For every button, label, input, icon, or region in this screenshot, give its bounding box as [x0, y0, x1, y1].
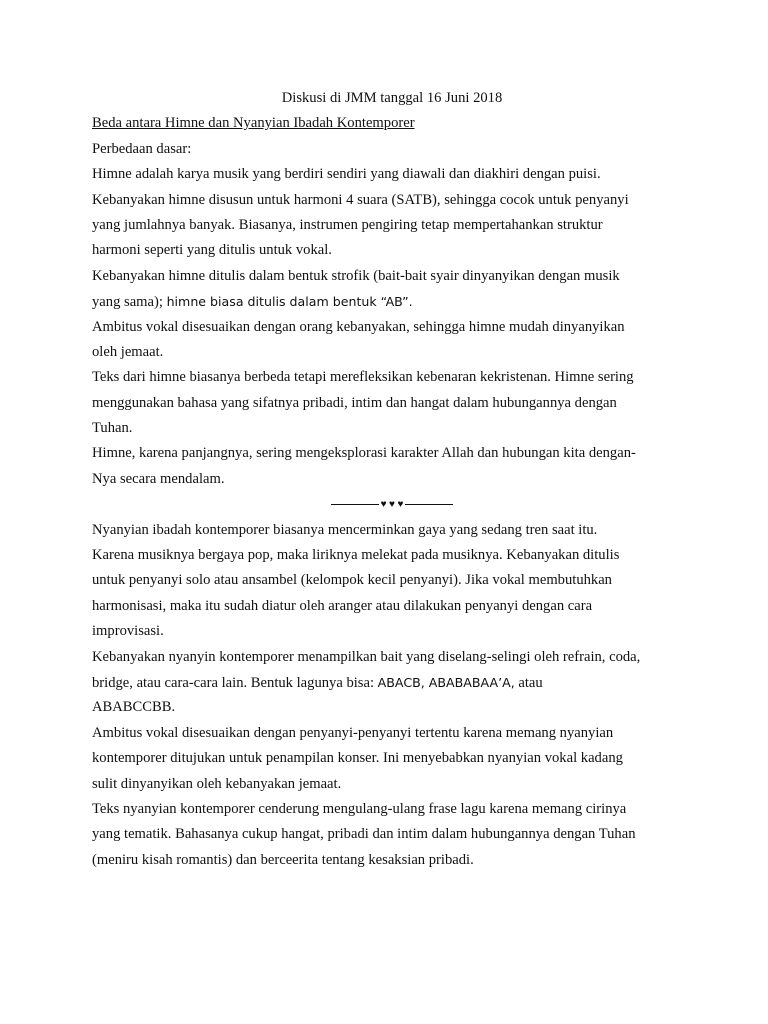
- paragraph-line: Himne adalah karya musik yang berdiri sendiri yang diawali dan diakhiri dengan puisi.: [92, 166, 601, 183]
- text-fragment: bridge, atau cara-cara lain. Bentuk lagunya bisa:: [92, 674, 378, 691]
- paragraph-line: (meniru kisah romantis) dan berceerita tentang kesaksian pribadi.: [92, 851, 474, 868]
- section-kontemporer: [92, 518, 692, 873]
- section-himne: [92, 162, 692, 492]
- hearts-icon: ♥ ♥ ♥: [380, 499, 404, 511]
- text-fragment: yang sama);: [92, 294, 167, 311]
- paragraph-line: kontemporer ditujukan untuk penampilan konser. Ini menyebabkan nyanyian vokal kadang: [92, 750, 623, 767]
- document-title: Diskusi di JMM tanggal 16 Juni 2018: [281, 90, 503, 106]
- paragraph-line: sulit dinyanyikan oleh kebanyakan jemaat.: [92, 775, 342, 792]
- paragraph-line: harmoni seperti yang ditulis untuk vokal.: [92, 242, 332, 259]
- paragraph-line: Ambitus vokal disesuaikan dengan orang kebanyakan, sehingga himne mudah dinyanyikan: [92, 318, 625, 335]
- paragraph-line: Kebanyakan himne ditulis dalam bentuk strofik (bait-bait syair dinyanyikan dengan musik: [92, 267, 620, 284]
- paragraph-line: harmonisasi, maka itu sudah diatur oleh aranger atau dilakukan penyanyi dengan cara: [92, 597, 593, 614]
- paragraph-line: ABABCCBB.: [92, 699, 176, 716]
- text-fragment: atau: [514, 674, 543, 691]
- divider-rule: [331, 504, 379, 505]
- text-fragment-alt-font: ABACB, ABABABAA’A,: [377, 674, 515, 690]
- text-fragment-alt-font: himne biasa ditulis dalam bentuk “AB”.: [166, 294, 413, 310]
- paragraph-line: [92, 670, 692, 695]
- paragraph-line: yang tematik. Bahasanya cukup hangat, pribadi dan intim dalam hubungannya dengan Tuhan: [92, 826, 636, 843]
- divider-rule: [405, 504, 453, 505]
- paragraph-line: yang jumlahnya banyak. Biasanya, instrumen pengiring tetap mempertahankan struktur: [92, 216, 603, 233]
- paragraph-line: Himne, karena panjangnya, sering mengeksplorasi karakter Allah dan hubungan kita dengan-: [92, 445, 636, 462]
- paragraph-line: oleh jemaat.: [92, 343, 164, 360]
- paragraph-line: Teks dari himne biasanya berbeda tetapi merefleksikan kebenaran kekristenan. Himne sering: [92, 369, 634, 386]
- paragraph-line: [92, 289, 692, 314]
- paragraph-line: untuk penyanyi solo atau ansambel (kelompok kecil penyanyi). Jika vokal membutuhkan: [92, 572, 612, 589]
- paragraph-line: Kebanyakan nyanyin kontemporer menampilkan bait yang diselang-selingi oleh refrain, coda,: [92, 648, 641, 665]
- paragraph-line: Ambitus vokal disesuaikan dengan penyanyi-penyanyi tertentu karena memang nyanyian: [92, 724, 614, 741]
- paragraph-line: Teks nyanyian kontemporer cenderung mengulang-ulang frase lagu karena memang cirinya: [92, 800, 627, 817]
- intro-line: Perbedaan dasar:: [92, 140, 192, 157]
- paragraph-line: Tuhan.: [92, 420, 133, 437]
- section-divider: [92, 492, 692, 517]
- paragraph-line: Karena musiknya bergaya pop, maka liriknya melekat pada musiknya. Kebanyakan ditulis: [92, 547, 620, 564]
- document-page: [92, 86, 692, 873]
- paragraph-line: Nya secara mendalam.: [92, 470, 225, 487]
- paragraph-line: improvisasi.: [92, 623, 164, 640]
- document-subtitle: Beda antara Himne dan Nyanyian Ibadah Kontemporer: [92, 115, 415, 132]
- paragraph-line: Kebanyakan himne disusun untuk harmoni 4 suara (SATB), sehingga cocok untuk penyanyi: [92, 191, 629, 208]
- paragraph-line: Nyanyian ibadah kontemporer biasanya mencerminkan gaya yang sedang tren saat itu.: [92, 521, 598, 538]
- paragraph-line: menggunakan bahasa yang sifatnya pribadi, intim dan hangat dalam hubungannya dengan: [92, 394, 617, 411]
